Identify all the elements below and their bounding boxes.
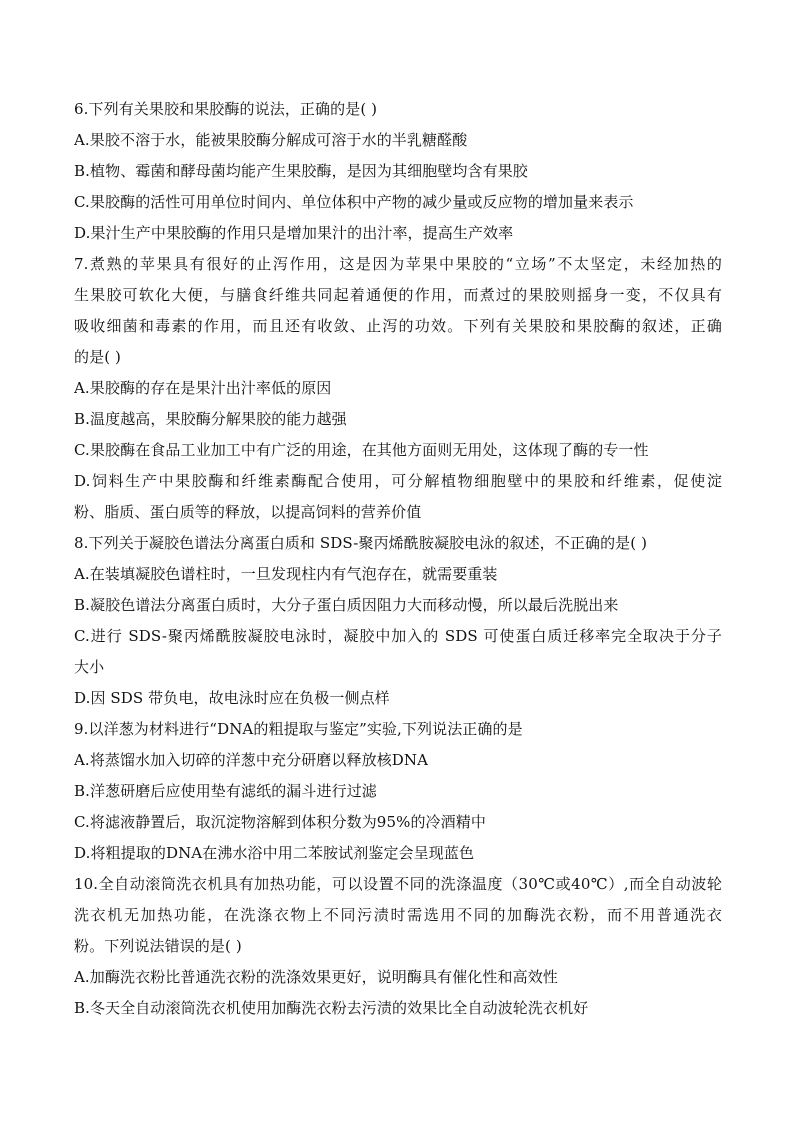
document-page	[74, 94, 722, 1024]
option-b: B.凝胶色谱法分离蛋白质时，大分子蛋白质因阻力大而移动慢，所以最后洗脱出来	[74, 596, 619, 614]
option-b: B.温度越高，果胶酶分解果胶的能力越强	[74, 410, 347, 428]
option-a: A.果胶酶的存在是果汁出汁率低的原因	[74, 379, 332, 397]
option-b: B.冬天全自动滚筒洗衣机使用加酶洗衣粉去污渍的效果比全自动波轮洗衣机好	[74, 999, 589, 1017]
question-stem-line: 的是( )	[74, 348, 121, 366]
question-stem-line: 洗衣机无加热功能，在洗涤衣物上不同污渍时需选用不同的加酶洗衣粉，而不用普通洗衣	[74, 906, 722, 924]
option-b: B.植物、霉菌和酵母菌均能产生果胶酶，是因为其细胞壁均含有果胶	[74, 162, 528, 180]
question-9	[74, 714, 722, 869]
option-c: C.果胶酶的活性可用单位时间内、单位体积中产物的减少量或反应物的增加量来表示	[74, 193, 634, 211]
option-d: D.饲料生产中果胶酶和纤维素酶配合使用，可分解植物细胞壁中的果胶和纤维素，促使淀	[74, 472, 722, 490]
option-c: C.果胶酶在食品工业加工中有广泛的用途，在其他方面则无用处，这体现了酶的专一性	[74, 441, 649, 459]
option-c: C.将滤液静置后，取沉淀物溶解到体积分数为95%的冷酒精中	[74, 813, 486, 831]
option-a: A.在装填凝胶色谱柱时，一旦发现柱内有气泡存在，就需要重装	[74, 565, 498, 583]
option-d: D.果汁生产中果胶酶的作用只是增加果汁的出汁率，提高生产效率	[74, 224, 514, 242]
option-d: D.因 SDS 带负电，故电泳时应在负极一侧点样	[74, 689, 390, 707]
question-stem-line: 吸收细菌和毒素的作用，而且还有收敛、止泻的功效。下列有关果胶和果胶酶的叙述，正确	[74, 317, 722, 335]
question-stem-line: 7.煮熟的苹果具有很好的止泻作用，这是因为苹果中果胶的“立场”不太坚定，未经加热的	[74, 255, 722, 273]
question-stem-line: 8.下列关于凝胶色谱法分离蛋白质和 SDS-聚丙烯酰胺凝胶电泳的叙述，不正确的是( )	[74, 534, 648, 552]
option-a: A.加酶洗衣粉比普通洗衣粉的洗涤效果更好，说明酶具有催化性和高效性	[74, 968, 558, 986]
option-c-continued: 大小	[74, 658, 105, 676]
option-d-continued: 粉、脂质、蛋白质等的释放，以提高饲料的营养价值	[74, 503, 422, 521]
option-a: A.果胶不溶于水，能被果胶酶分解成可溶于水的半乳糖醛酸	[74, 131, 468, 149]
option-d: D.将粗提取的DNA在沸水浴中用二苯胺试剂鉴定会呈现蓝色	[74, 844, 475, 862]
question-6	[74, 94, 722, 249]
option-b: B.洋葱研磨后应使用垫有滤纸的漏斗进行过滤	[74, 782, 377, 800]
option-c: C.进行 SDS-聚丙烯酰胺凝胶电泳时，凝胶中加入的 SDS 可使蛋白质迁移率完全取决于分子	[74, 627, 722, 645]
question-stem-line: 粉。下列说法错误的是( )	[74, 937, 242, 955]
option-a: A.将蒸馏水加入切碎的洋葱中充分研磨以释放核DNA	[74, 751, 429, 769]
question-stem-line: 10.全自动滚筒洗衣机具有加热功能，可以设置不同的洗涤温度（30℃或40℃）,而全自动波轮	[74, 875, 722, 893]
question-10	[74, 869, 722, 1024]
question-stem-line: 生果胶可软化大便，与膳食纤维共同起着通便的作用，而煮过的果胶则摇身一变，不仅具有	[74, 286, 722, 304]
question-stem-line: 6.下列有关果胶和果胶酶的说法，正确的是( )	[74, 100, 378, 118]
question-7	[74, 249, 722, 528]
question-8	[74, 528, 722, 714]
question-stem-line: 9.以洋葱为材料进行“DNA的粗提取与鉴定”实验,下列说法正确的是	[74, 720, 523, 738]
